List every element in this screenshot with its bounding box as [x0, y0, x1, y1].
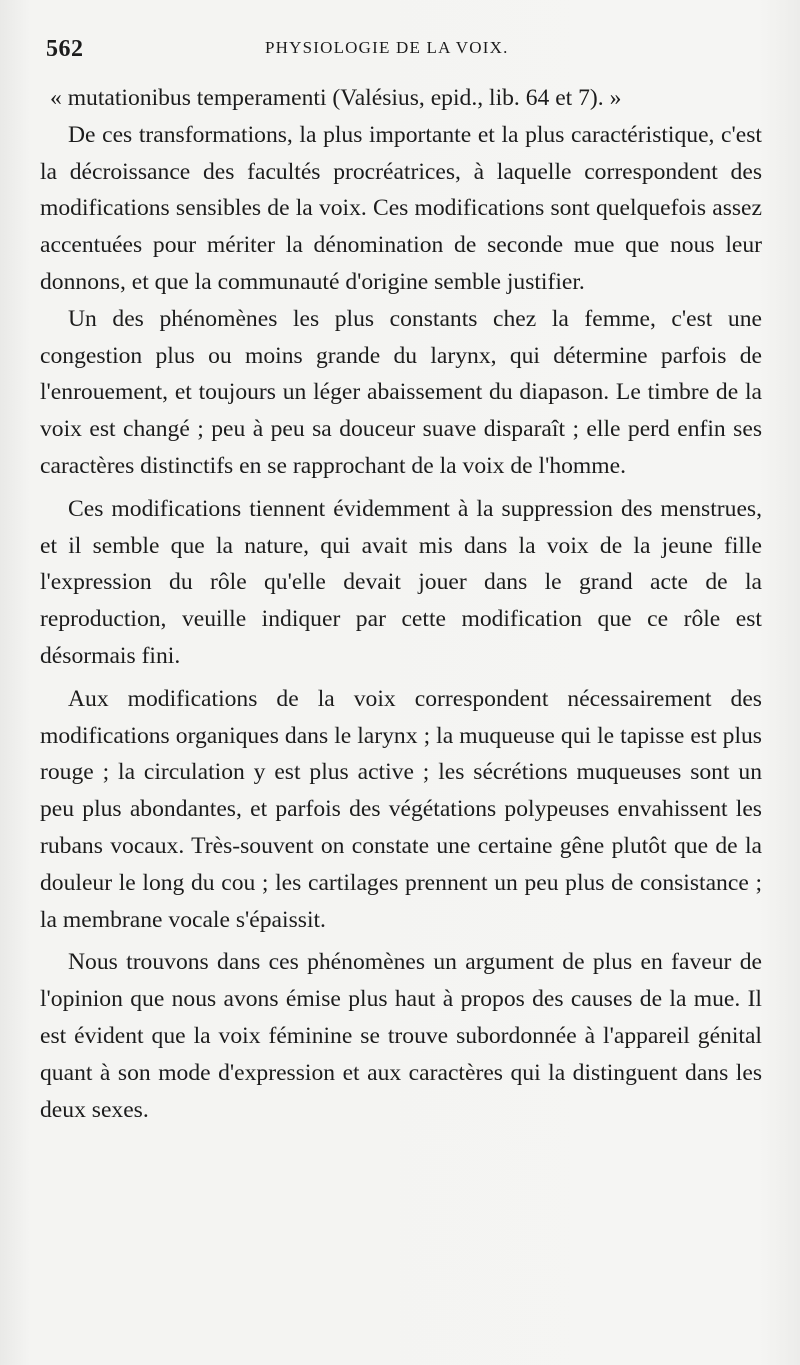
paragraph-phenomenes: Un des phénomènes les plus constants chez la femme, c'est une congestion plus ou moins grande du larynx, qui détermine parfois de l'enrouement, et toujours un léger abaissement du diapason. Le timbre de la voix est changé ; peu à peu sa douceur suave disparaît ; elle perd enfin ses caractères distinctifs en se rapprochant de la voix de l'homme.	[40, 305, 762, 479]
paragraph-argument: Nous trouvons dans ces phénomènes un argument de plus en faveur de l'opinion que nous avons émise plus haut à propos des causes de la mue. Il est évident que la voix féminine se trouve subordonnée à l'appareil génital quant à son mode d'expression et aux caractères qui la distinguent dans les deux sexes.	[40, 949, 762, 1123]
paragraph-transformations: De ces transformations, la plus importante et la plus caractéristique, c'est la décroissance des facultés procréatrices, à laquelle correspondent des modifications sensibles de la voix. Ces modifications sont quelquefois assez accentuées pour mériter la dénomination de seconde mue que nous leur donnons, et que la communauté d'origine semble justifier.	[40, 121, 762, 295]
paragraph-menstrues: Ces modifications tiennent évidemment à la suppression des menstrues, et il semble que la nature, qui avait mis dans la voix de la jeune fille l'expression du rôle qu'elle devait jouer dans le grand acte de la reproduction, veuille indiquer par cette modification que ce rôle est désormais fini.	[40, 495, 762, 669]
page-number: 562	[46, 36, 84, 62]
body-text	[40, 80, 762, 1128]
paragraph-larynx: Aux modifications de la voix correspondent nécessairement des modifications organiques dans le larynx ; la muqueuse qui le tapisse est plus rouge ; la circulation y est plus active ; les sécrétions muqueuses sont un peu plus abondantes, et parfois des végétations polypeuses envahissent les rubans vocaux. Très-souvent on constate une certaine gêne plutôt que de la douleur le long du cou ; les cartilages prennent un peu plus de consistance ; la membrane vocale s'épaissit.	[40, 685, 762, 933]
running-head-title: PHYSIOLOGIE DE LA VOIX.	[265, 38, 509, 57]
paragraph-quote-end: « mutationibus temperamenti (Valésius, epid., lib. 64 et 7). »	[50, 85, 622, 111]
running-head	[40, 36, 760, 68]
